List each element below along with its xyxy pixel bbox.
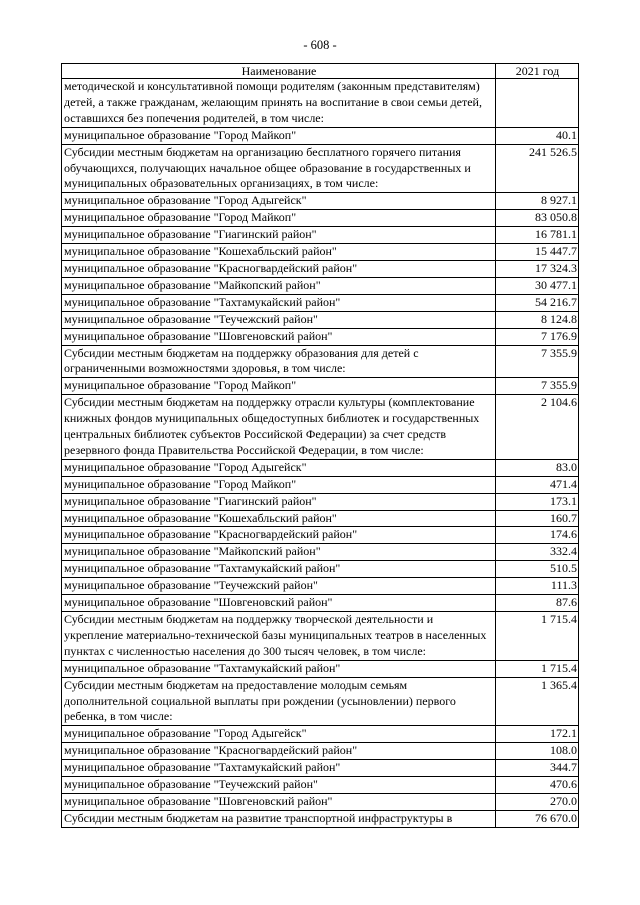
table-row [62,311,579,328]
row-value: 510.5 [496,561,579,578]
row-name: муниципальное образование "Город Майкоп" [62,127,496,144]
table-row [62,677,579,726]
row-value: 83.0 [496,459,579,476]
row-value: 54 216.7 [496,294,579,311]
table-row [62,459,579,476]
row-name: муниципальное образование "Шовгеновский район" [62,328,496,345]
row-value: 8 927.1 [496,193,579,210]
table-row [62,345,579,378]
budget-table [61,63,579,828]
row-value: 270.0 [496,793,579,810]
row-value: 7 176.9 [496,328,579,345]
row-name: муниципальное образование "Красногвардейский район" [62,743,496,760]
table-row [62,476,579,493]
table-body [62,79,579,828]
table-row [62,743,579,760]
row-value: 2 104.6 [496,395,579,460]
row-value: 15 447.7 [496,244,579,261]
row-name: методической и консультативной помощи родителям (законным представителям) детей, а также гражданам, желающим принять на воспитание в свои семьи детей, оставшихся без попечения родителей, в том числе: [62,79,496,128]
row-value: 8 124.8 [496,311,579,328]
row-name: муниципальное образование "Гиагинский район" [62,493,496,510]
row-name: муниципальное образование "Тахтамукайский район" [62,760,496,777]
table-row [62,260,579,277]
row-value: 111.3 [496,578,579,595]
row-value: 471.4 [496,476,579,493]
table-row [62,527,579,544]
table-row [62,79,579,128]
page-number: - 608 - [303,38,337,52]
row-name: муниципальное образование "Тахтамукайский район" [62,561,496,578]
table-row [62,277,579,294]
table-row [62,660,579,677]
row-name: муниципальное образование "Теучежский район" [62,578,496,595]
row-value: 30 477.1 [496,277,579,294]
row-value: 160.7 [496,510,579,527]
row-name: муниципальное образование "Город Адыгейск" [62,459,496,476]
row-value: 241 526.5 [496,144,579,193]
row-name: муниципальное образование "Гиагинский район" [62,227,496,244]
header-name: Наименование [62,64,496,79]
row-value: 1 715.4 [496,660,579,677]
row-value: 17 324.3 [496,260,579,277]
row-value: 76 670.0 [496,810,579,827]
row-name: муниципальное образование "Шовгеновский район" [62,595,496,612]
row-value: 87.6 [496,595,579,612]
row-name: муниципальное образование "Майкопский район" [62,544,496,561]
row-name: муниципальное образование "Город Майкоп" [62,378,496,395]
table-row [62,328,579,345]
row-value: 470.6 [496,777,579,794]
table-row [62,144,579,193]
table-row [62,595,579,612]
table-row [62,726,579,743]
table-row [62,227,579,244]
row-name: Субсидии местным бюджетам на поддержку образования для детей с ограниченными возможностями здоровья, в том числе: [62,345,496,378]
row-name: муниципальное образование "Теучежский район" [62,777,496,794]
row-value: 40.1 [496,127,579,144]
row-name: муниципальное образование "Город Адыгейск" [62,726,496,743]
table-row [62,578,579,595]
row-value: 174.6 [496,527,579,544]
row-value: 344.7 [496,760,579,777]
row-value [496,79,579,128]
table-row [62,395,579,460]
table-row [62,777,579,794]
row-name: Субсидии местным бюджетам на организацию бесплатного горячего питания обучающихся, получающих начальное общее образование в государственных и муниципальных образовательных организациях, в том числе: [62,144,496,193]
table-row [62,378,579,395]
row-name: Субсидии местным бюджетам на предоставление молодым семьям дополнительной социальной выплаты при рождении (усыновлении) первого ребенка, в том числе: [62,677,496,726]
table-row [62,294,579,311]
row-value: 332.4 [496,544,579,561]
table-header-row [62,64,579,79]
row-name: муниципальное образование "Шовгеновский район" [62,793,496,810]
row-value: 1 365.4 [496,677,579,726]
table-row [62,760,579,777]
row-name: муниципальное образование "Красногвардейский район" [62,260,496,277]
table-row [62,127,579,144]
row-name: Субсидии местным бюджетам на развитие транспортной инфраструктуры в [62,810,496,827]
row-name: муниципальное образование "Теучежский район" [62,311,496,328]
table-row [62,810,579,827]
row-name: муниципальное образование "Тахтамукайский район" [62,660,496,677]
table-row [62,561,579,578]
row-value: 7 355.9 [496,378,579,395]
table-row [62,493,579,510]
row-name: муниципальное образование "Город Адыгейск" [62,193,496,210]
row-name: муниципальное образование "Кошехабльский район" [62,510,496,527]
table-row [62,793,579,810]
row-value: 83 050.8 [496,210,579,227]
row-value: 172.1 [496,726,579,743]
row-name: муниципальное образование "Город Майкоп" [62,210,496,227]
header-year: 2021 год [496,64,579,79]
row-value: 7 355.9 [496,345,579,378]
row-name: Субсидии местным бюджетам на поддержку творческой деятельности и укрепление материально-технической базы муниципальных театров в населенных пунктах с численностью населения до 300 тысяч человек, в том числе: [62,612,496,661]
row-name: муниципальное образование "Кошехабльский район" [62,244,496,261]
row-value: 108.0 [496,743,579,760]
table-row [62,510,579,527]
row-name: муниципальное образование "Майкопский район" [62,277,496,294]
row-name: муниципальное образование "Тахтамукайский район" [62,294,496,311]
row-value: 1 715.4 [496,612,579,661]
row-value: 16 781.1 [496,227,579,244]
row-name: Субсидии местным бюджетам на поддержку отрасли культуры (комплектование книжных фондов муниципальных общедоступных библиотек и государственных центральных библиотек субъектов Российской Федерации) за счет средств резервного фонда Правительства Российской Федерации, в том числе: [62,395,496,460]
table-row [62,193,579,210]
table-row [62,244,579,261]
table-row [62,612,579,661]
row-value: 173.1 [496,493,579,510]
row-name: муниципальное образование "Красногвардейский район" [62,527,496,544]
table-row [62,544,579,561]
table-row [62,210,579,227]
row-name: муниципальное образование "Город Майкоп" [62,476,496,493]
